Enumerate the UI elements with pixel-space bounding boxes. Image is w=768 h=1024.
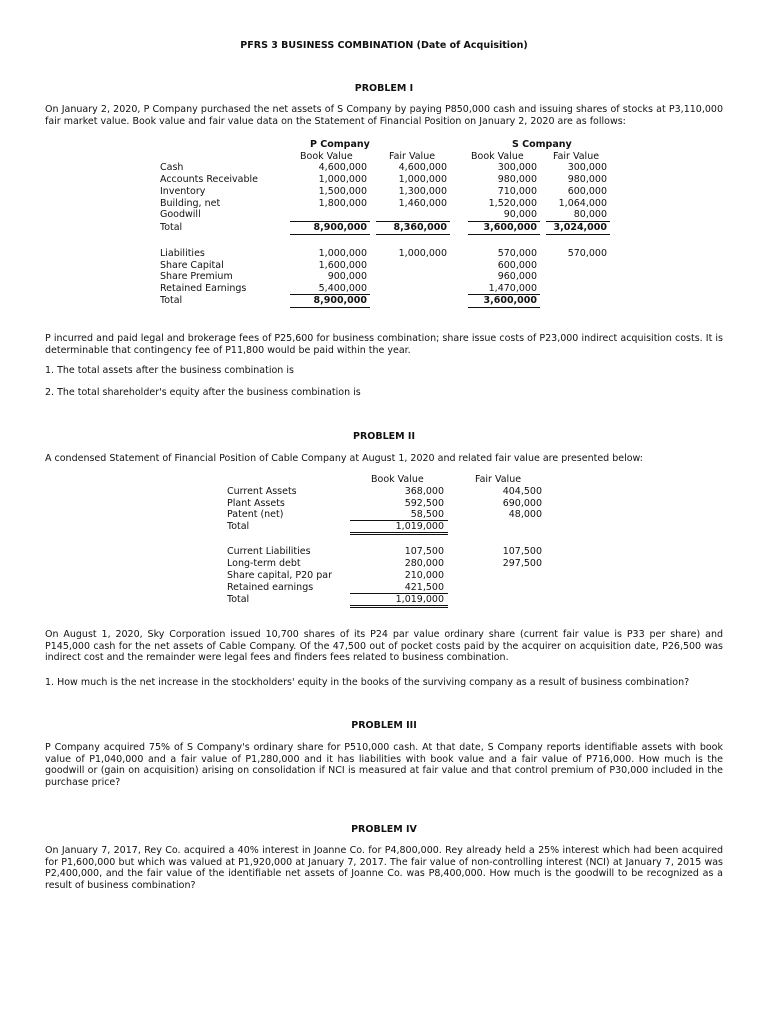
problem-1-heading: PROBLEM I <box>354 83 414 94</box>
p-fair-value-header: Fair Value <box>389 151 436 162</box>
divider <box>468 234 540 235</box>
divider <box>290 307 370 308</box>
s-fair-value-header: Fair Value <box>553 151 600 162</box>
divider <box>468 307 540 308</box>
problem-2-text: On August 1, 2020, Sky Corporation issued 10,700 shares of its P24 par value ordinary share (current fair value is P33 per share) and P145,000 cash for the net assets of Cable Company. Of the 47,500 out of pocket costs paid by the acquirer on acquisition date, P26,500 was indirect cost and the remainder were legal fees and finders fees related to business combination. <box>45 629 723 664</box>
problem-1-note: P incurred and paid legal and brokerage fees of P25,600 for business combination; share issue costs of P23,000 indirect acquisition costs. It is determinable that contingency fee of P11,800 would be paid within the year. <box>45 333 723 356</box>
problem-2-question-1: 1. How much is the net increase in the stockholders' equity in the books of the surviving company as a result of business combination? <box>45 677 690 688</box>
problem-1-question-2: 2. The total shareholder's equity after the business combination is <box>45 387 361 398</box>
divider <box>290 234 370 235</box>
problem-1-intro: On January 2, 2020, P Company purchased the net assets of S Company by paying P850,000 cash and issuing shares of stocks at P3,110,000 fair market value. Book value and fair value data on the Statement of Financial Position on January 2, 2020 are as follows: <box>45 104 723 127</box>
problem-2-intro: A condensed Statement of Financial Position of Cable Company at August 1, 2020 and related fair value are presented below: <box>45 453 644 464</box>
problem-1-question-1: 1. The total assets after the business combination is <box>45 365 294 376</box>
problem-2-heading: PROBLEM II <box>353 431 415 442</box>
problem-4-heading: PROBLEM IV <box>351 824 417 835</box>
problem-4-text: On January 7, 2017, Rey Co. acquired a 40% interest in Joanne Co. for P4,800,000. Rey already held a 25% interest which had been acquired for P1,600,000 but which was valued at P1,920,000 at January 7, 2017. The fair value of non-controlling interest (NCI) at January 7, 2015 was P2,400,000, and the fair value of the identifiable net assets of Joanne Co. was P8,400,000. How much is the goodwill to be recognized as a result of business combination? <box>45 845 723 891</box>
fair-value-header: Fair Value <box>475 474 522 485</box>
p-company-header: P Company <box>310 139 370 150</box>
book-value-header: Book Value <box>371 474 424 485</box>
p-book-value-header: Book Value <box>300 151 353 162</box>
divider <box>546 234 610 235</box>
divider <box>350 532 448 533</box>
divider <box>350 607 448 608</box>
document-page: PFRS 3 BUSINESS COMBINATION (Date of Acquisition) PROBLEM I On January 2, 2020, P Company purchased the net assets of S Company by paying P850,000 cash and issuing shares of stocks at P3,110,000 fair market value. Book value and fair value data on the Statement of Financial Position on January 2, 2020 are as follows: P Company S Company Book Value Fair Value Book Value Fair Value Cash 4,600,000 4,600,000 300,000 300,000 Accounts Receivable 1,000,000 1,000,000 980,000 980,000 Inventory 1,500,000 1,300,000 710,000 600,000 Building, net 1,800,000 1,460,000 1,520,000 1,064,000 Goodwill 90,000 80,000 Total 8,900,000 8,360,000 3,600,000 3,024,000 Liabilities 1,000,000 1,000,000 570,000 570,000 Share Capital 1,600,000 600,000 Share Premium 900,000 960,000 Retained Earnings 5,400,000 1,470,000 Total 8,900,000 3,600,000 P incurred and paid legal and brokerage fees of P25,600 for business combination; share issue costs of P23,000 indirect acquisition costs. It is determinable that contingency fee of P11,800 would be paid within the year. 1. The total assets after the business combination is 2. The total shareholder's equity after the business combination is PROBLEM II A condensed Statement of Financial Position of Cable Company at August 1, 2020 and related fair value are presented below: Book Value Fair Value Current Assets 368,000 404,500 Plant Assets 592,500 690,000 Patent (net) 58,500 48,000 Total 1,019,000 Current Liabilities 107,500 107,500 Long-term debt 280,000 297,500 Share capital, P20 par 210,000 Retained earnings 421,500 Total 1,019,000 On August 1, 2020, Sky Corporation issued 10,700 shares of its P24 par value ordinary share (current fair value is P33 per share) and P145,000 cash for the net assets of Cable Company. Of the 47,500 out of pocket costs paid by the acquirer on acquisition date, P26,500 was indirect cost and the remainder were legal fees and finders fees related to business combination. 1. How much is the net increase in the stockholders' equity in the books of the surviving company as a result of business combination? PROBLEM III P Company acquired 75% of S Company's ordinary share for P510,000 cash. At that date, S Company reports identifiable assets with book value of P1,040,000 and a fair value of P1,280,000 and it has liabilities with book value and a fair value of P716,000. How much is the goodwill or (gain on acquisition) arising on consolidation if NCI is measured at fair value and that control premium of P30,000 included in the purchase price? PROBLEM IV On January 7, 2017, Rey Co. acquired a 40% interest in Joanne Co. for P4,800,000. Rey already held a 25% interest which had been acquired for P1,600,000 but which was valued at P1,920,000 at January 7, 2017. The fair value of non-controlling interest (NCI) at January 7, 2015 was P2,400,000, and the fair value of the identifiable net assets of Joanne Co. was P8,400,000. How much is the goodwill to be recognized as a result of business combination? <box>0 0 768 1024</box>
divider <box>350 605 448 606</box>
problem-3-text: P Company acquired 75% of S Company's ordinary share for P510,000 cash. At that date, S Company reports identifiable assets with book value of P1,040,000 and a fair value of P1,280,000 and it has liabilities with book value and a fair value of P716,000. How much is the goodwill or (gain on acquisition) arising on consolidation if NCI is measured at fair value and that control premium of P30,000 included in the purchase price? <box>45 742 723 788</box>
document-title: PFRS 3 BUSINESS COMBINATION (Date of Acquisition) <box>240 40 528 51</box>
s-book-value-header: Book Value <box>471 151 524 162</box>
problem-3-heading: PROBLEM III <box>351 720 417 731</box>
s-company-header: S Company <box>512 139 572 150</box>
divider <box>350 534 448 535</box>
divider <box>376 234 450 235</box>
